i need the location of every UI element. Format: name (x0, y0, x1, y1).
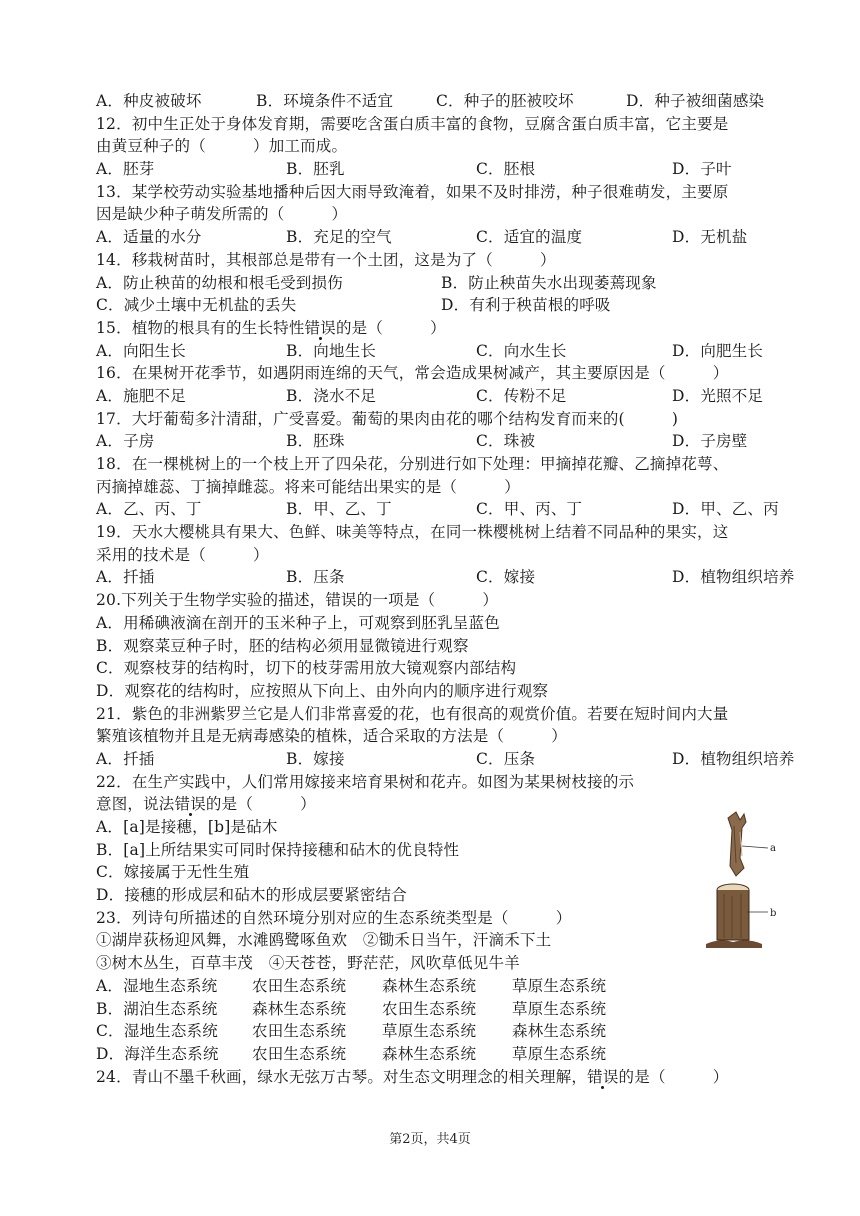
option: A．扦插 (96, 749, 155, 768)
option: D．子叶 (672, 160, 732, 179)
option: D．向肥生长 (672, 341, 764, 360)
option: D．甲、乙、丙 (672, 500, 779, 519)
option: A．子房 (96, 432, 155, 451)
option: D．观察花的结构时，应按照从下向上、由外向内的顺序进行观察 (96, 681, 549, 700)
q13-options (96, 226, 796, 249)
option: B．环境条件不适宜 (256, 92, 394, 110)
option: A．防止秧苗的幼根和根毛受到损伤 (96, 273, 343, 292)
option: A．[a]是接穗，[b]是砧木 (96, 818, 278, 836)
q12-stem: 12．初中生正处于身体发育期，需要吃含蛋白质丰富的食物，豆腐含蛋白质丰富，它主要是 (96, 114, 729, 133)
q23-stem: 23．列诗句所描述的自然环境分别对应的生态系统类型是（ ） (96, 908, 572, 927)
q19-options (96, 566, 796, 589)
option: C．种子的胚被咬坏 (436, 92, 574, 110)
q23-option-d: D．海洋生态系统 农田生态系统 森林生态系统 草原生态系统 (96, 1044, 607, 1063)
q23-poem: ③树木丛生，百草丰茂 ④天苍苍，野茫茫，风吹草低见牛羊 (96, 954, 520, 973)
emphasis-text: 错误 (304, 318, 336, 337)
option: A．施肥不足 (96, 386, 186, 405)
option: D．光照不足 (672, 386, 764, 405)
option: C．观察枝芽的结构时，切下的枝芽需用放大镜观察内部结构 (96, 659, 517, 678)
q23-poem: ①湖岸荻杨迎风舞，水滩鸥鹭啄鱼欢 ②锄禾日当午，汗滴禾下土 (96, 931, 552, 950)
option: D．无机盐 (672, 228, 748, 247)
option: A．种皮被破坏 (96, 92, 202, 110)
option: D．接穗的形成层和砧木的形成层要紧密结合 (96, 886, 407, 905)
option: B．浇水不足 (286, 386, 377, 405)
q17-options (96, 430, 796, 453)
option: B．观察菜豆种子时，胚的结构必须用显微镜进行观察 (96, 636, 469, 655)
q24-stem: 24．青山不墨千秋画，绿水无弦万古琴。对生态文明理念的相关理解，错误的是（ ） (96, 1067, 729, 1086)
q12-options (96, 158, 796, 181)
option: D．植物组织培养 (672, 568, 795, 587)
q23-option-c: C．湿地生态系统 农田生态系统 草原生态系统 森林生态系统 (96, 1022, 607, 1041)
q22-stem: 22．在生产实践中，人们常用嫁接来培育果树和花卉。如图为某果树枝接的示 (96, 772, 635, 791)
q12-stem: 由黄豆种子的（ ）加工而成。 (96, 137, 348, 156)
page-footer: 第2页，共4页 (389, 1132, 471, 1147)
q20-stem: 20.下列关于生物学实验的描述，错误的一项是（ ） (96, 591, 499, 610)
option: A．乙、丙、丁 (96, 500, 202, 519)
q23-option-a: A．湿地生态系统 农田生态系统 森林生态系统 草原生态系统 (96, 976, 607, 995)
option: C．胚根 (476, 160, 536, 179)
q23-option-b: B．湖泊生态系统 森林生态系统 农田生态系统 草原生态系统 (96, 999, 607, 1018)
q14-options (96, 294, 796, 317)
label-b: b (770, 908, 777, 919)
question-list (96, 90, 796, 1088)
q18-stem: 丙摘掉雄蕊、丁摘掉雌蕊。将来可能结出果实的是（ ） (96, 477, 520, 496)
label-a: a (770, 843, 776, 854)
option: B．甲、乙、丁 (286, 500, 392, 519)
option: A．扦插 (96, 568, 155, 587)
q13-stem: 13．某学校劳动实验基地播种后因大雨导致淹着，如果不及时排涝，种子很难萌发，主要原 (96, 182, 729, 201)
option: B．压条 (286, 568, 345, 587)
q18-stem: 18．在一棵桃树上的一个枝上开了四朵花，分别进行如下处理：甲摘掉花瓣、乙摘掉花萼、 (96, 455, 729, 473)
q21-stem: 繁殖该植物并且是无病毒感染的植株，适合采取的方法是（ ） (96, 727, 568, 746)
q13-stem: 因是缺少种子萌发所需的（ ） (96, 205, 348, 224)
option: C．甲、丙、丁 (476, 500, 583, 519)
option: C．珠被 (476, 432, 536, 451)
option: A．胚芽 (96, 160, 155, 179)
q16-options (96, 385, 796, 408)
rootstock-illustration (706, 884, 762, 948)
option: D．种子被细菌感染 (626, 92, 765, 110)
option: A．适量的水分 (96, 228, 202, 247)
q15-stem: 15．植物的根具有的生长特性错误的是（ ） (96, 318, 446, 337)
q11-options (96, 90, 796, 113)
q16-stem: 16．在果树开花季节，如遇阴雨连绵的天气，常会造成果树减产，其主要原因是（ ） (96, 364, 729, 383)
q21-stem: 21．紫色的非洲紫罗兰它是人们非常喜爱的花，也有很高的观赏价值。若要在短时间内大量 (96, 704, 729, 723)
option: B．[a]上所结果实可同时保持接穗和砧木的优良特性 (96, 840, 460, 859)
q19-stem: 19．天水大樱桃具有果大、色鲜、味美等特点，在同一株樱桃树上结着不同品种的果实，这 (96, 523, 729, 542)
option: C．减少土壤中无机盐的丢失 (96, 296, 297, 315)
option: D．子房壁 (672, 432, 748, 451)
q14-stem: 14．移栽树苗时，其根部总是带有一个土团，这是为了（ ） (96, 250, 556, 269)
emphasis-text: 错误 (587, 1067, 619, 1086)
option: A．向阳生长 (96, 341, 186, 360)
scion-illustration (728, 812, 746, 876)
option: C．向水生长 (476, 341, 567, 360)
q19-stem: 采用的技术是（ ） (96, 545, 269, 564)
label-line-a (742, 846, 768, 848)
option: B．充足的空气 (286, 228, 392, 247)
option: B．向地生长 (286, 341, 377, 360)
option: C．嫁接属于无性生殖 (96, 863, 250, 882)
grafting-diagram (700, 808, 790, 958)
option: B．嫁接 (286, 749, 345, 768)
option: B．防止秧苗失水出现萎蔫现象 (441, 273, 657, 292)
option: D．植物组织培养 (672, 749, 795, 768)
q22-stem: 意图，说法错误的是（ ） (96, 795, 316, 814)
option: C．压条 (476, 749, 536, 768)
q18-options (96, 498, 796, 521)
option: A．用稀碘液滴在剖开的玉米种子上，可观察到胚乳呈蓝色 (96, 613, 500, 632)
q17-stem: 17．大圩葡萄多汁清甜，广受喜爱。葡萄的果肉由花的哪个结构发育而来的( ) (96, 409, 679, 428)
emphasis-text: 错误 (174, 795, 206, 814)
q21-options (96, 748, 796, 771)
option: D．有利于秧苗根的呼吸 (441, 296, 611, 315)
q14-options (96, 272, 796, 295)
option: C．适宜的温度 (476, 228, 583, 247)
option: C．嫁接 (476, 568, 536, 587)
option: C．传粉不足 (476, 386, 567, 405)
option: B．胚乳 (286, 160, 345, 179)
option: B．胚珠 (286, 432, 345, 451)
q15-options (96, 340, 796, 363)
